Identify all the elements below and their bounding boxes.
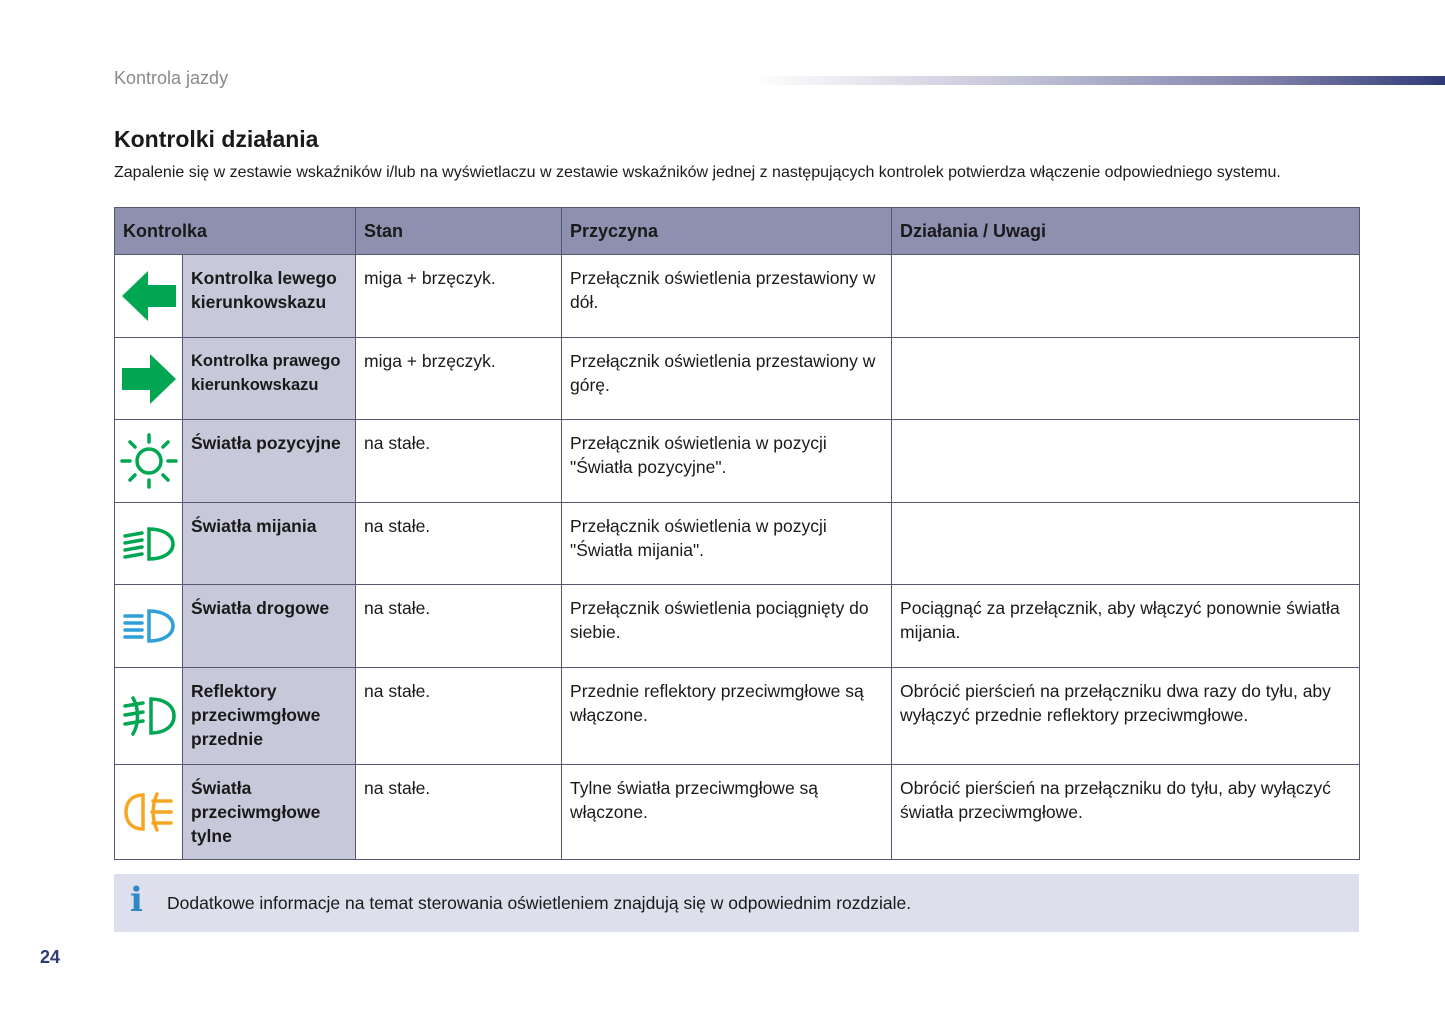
- cause-cell: Tylne światła przeciwmgłowe są włączone.: [562, 765, 892, 860]
- column-header-stan: Stan: [356, 208, 562, 255]
- table-row: [115, 503, 1360, 585]
- main-beam-icon: [121, 606, 177, 646]
- header-decorative-bar: [752, 76, 1445, 85]
- icon-cell: [115, 765, 183, 860]
- left-turn-arrow-icon: [120, 269, 178, 323]
- warning-lights-table: [114, 207, 1360, 860]
- front-fog-lamp-icon: [121, 694, 177, 738]
- icon-cell: [115, 585, 183, 668]
- light-name: Światła drogowe: [183, 585, 356, 668]
- action-cell: Obrócić pierścień na przełączniku do tyłu, aby wyłączyć światła przeciwmgłowe.: [892, 765, 1360, 860]
- cause-cell: Przełącznik oświetlenia pociągnięty do siebie.: [562, 585, 892, 668]
- light-name: Kontrolka prawego kierunkowskazu: [183, 338, 356, 420]
- action-cell: [892, 338, 1360, 420]
- action-cell: [892, 503, 1360, 585]
- icon-cell: [115, 338, 183, 420]
- section-title: Kontrolki działania: [114, 126, 319, 152]
- icon-cell: [115, 255, 183, 338]
- cause-cell: Przednie reflektory przeciwmgłowe są włączone.: [562, 668, 892, 765]
- table-row: [115, 668, 1360, 765]
- state-cell: na stałe.: [356, 420, 562, 503]
- position-lights-icon: [119, 433, 179, 489]
- cause-cell: Przełącznik oświetlenia przestawiony w górę.: [562, 338, 892, 420]
- icon-cell: [115, 503, 183, 585]
- cause-cell: Przełącznik oświetlenia przestawiony w dół.: [562, 255, 892, 338]
- table-row: [115, 255, 1360, 338]
- cause-cell: Przełącznik oświetlenia w pozycji "Światła pozycyjne".: [562, 420, 892, 503]
- right-turn-arrow-icon: [120, 352, 178, 406]
- state-cell: miga + brzęczyk.: [356, 338, 562, 420]
- action-cell: [892, 420, 1360, 503]
- column-header-dzialania: Działania / Uwagi: [892, 208, 1360, 255]
- info-icon: i: [130, 880, 143, 920]
- light-name: Światła pozycyjne: [183, 420, 356, 503]
- page-number: 24: [40, 947, 61, 967]
- light-name: Światła mijania: [183, 503, 356, 585]
- column-header-kontrolka: Kontrolka: [115, 208, 356, 255]
- state-cell: na stałe.: [356, 585, 562, 668]
- action-cell: Pociągnąć za przełącznik, aby włączyć ponownie światła mijania.: [892, 585, 1360, 668]
- rear-fog-lamp-icon: [123, 790, 175, 834]
- light-name: Światła przeciwmgłowe tylne: [183, 765, 356, 860]
- state-cell: na stałe.: [356, 668, 562, 765]
- light-name: Reflektory przeciwmgłowe przednie: [183, 668, 356, 765]
- table-row: [115, 585, 1360, 668]
- column-header-przyczyna: Przyczyna: [562, 208, 892, 255]
- light-name: Kontrolka lewego kierunkowskazu: [183, 255, 356, 338]
- state-cell: na stałe.: [356, 765, 562, 860]
- state-cell: miga + brzęczyk.: [356, 255, 562, 338]
- table-header-row: [115, 208, 1360, 255]
- action-cell: Obrócić pierścień na przełączniku dwa razy do tyłu, aby wyłączyć przednie reflektory przeciwmgłowe.: [892, 668, 1360, 765]
- table-row: [115, 338, 1360, 420]
- table-row: [115, 420, 1360, 503]
- section-intro: Zapalenie się w zestawie wskaźników i/lub na wyświetlaczu w zestawie wskaźników jednej z następujących kontrolek potwierdza włączenie odpowiedniego systemu.: [114, 164, 1281, 181]
- table-row: [115, 765, 1360, 860]
- action-cell: [892, 255, 1360, 338]
- icon-cell: [115, 420, 183, 503]
- info-text: Dodatkowe informacje na temat sterowania oświetleniem znajdują się w odpowiednim rozdziale.: [167, 893, 912, 913]
- header-title: Kontrola jazdy: [114, 68, 229, 88]
- cause-cell: Przełącznik oświetlenia w pozycji "Światła mijania".: [562, 503, 892, 585]
- icon-cell: [115, 668, 183, 765]
- state-cell: na stałe.: [356, 503, 562, 585]
- dipped-beam-icon: [121, 524, 177, 564]
